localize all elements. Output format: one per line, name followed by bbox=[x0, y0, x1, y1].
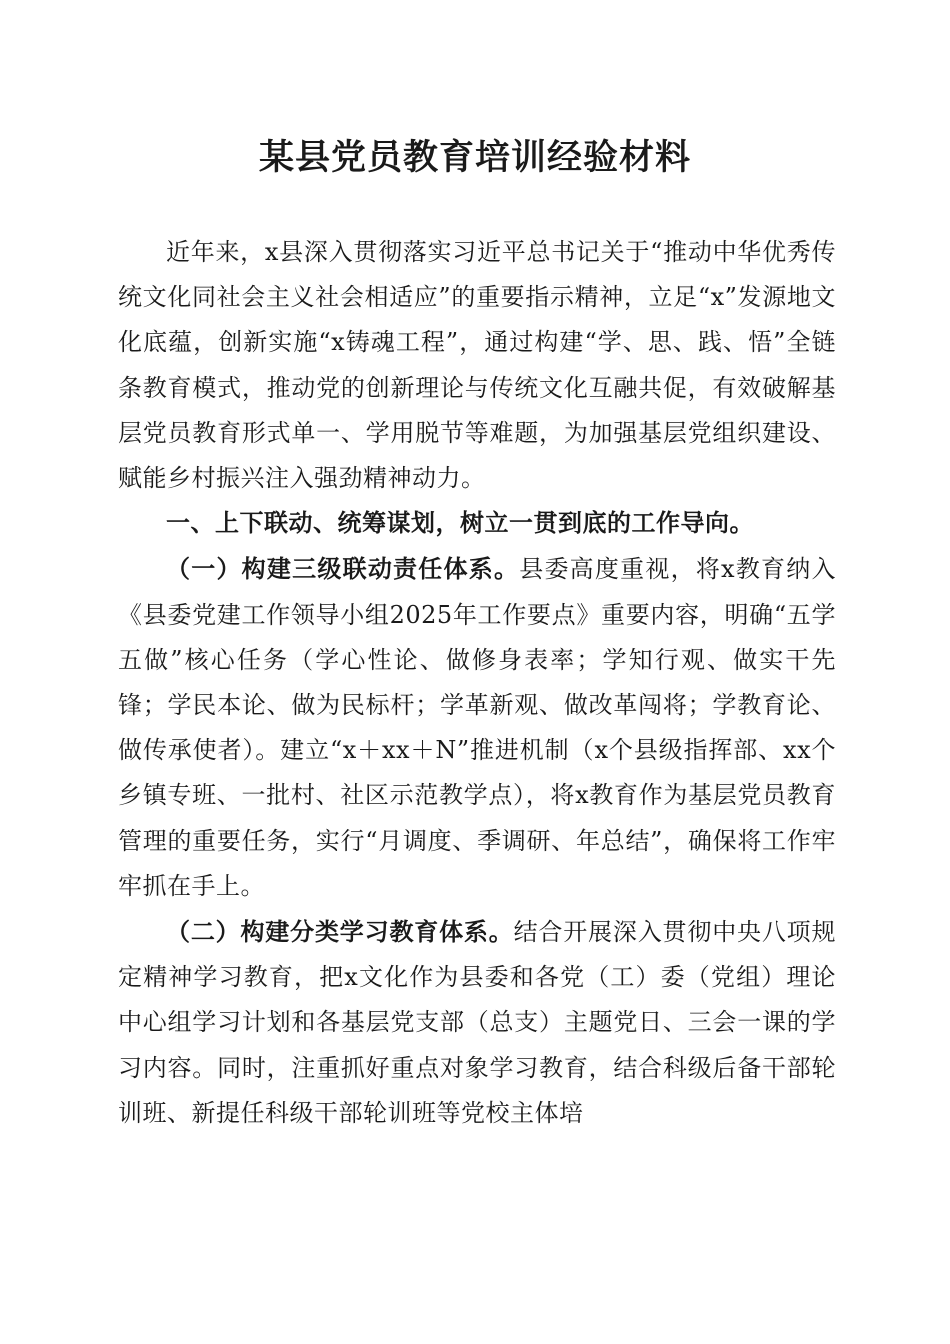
subsection-lead-2: （二）构建分类学习教育体系。 bbox=[166, 917, 514, 947]
subsection-paragraph-2 bbox=[118, 909, 836, 1136]
document-body bbox=[118, 230, 836, 1136]
section-heading: 一、上下联动、统筹谋划，树立一贯到底的工作导向。 bbox=[166, 509, 754, 538]
subsection-lead-1: （一）构建三级联动责任体系。 bbox=[166, 554, 520, 584]
subsection-text-1: 县委高度重视，将x教育纳入《县委党建工作领导小组2025年工作要点》重要内容，明确“五学五做”核心任务（学心性论、做修身表率；学知行观、做实干先锋；学民本论、做为民标杆；学革新观、做改革闯将；学教育论、做传承使者）。建立“x＋xx＋N”推进机制（x个县级指挥部、xx个乡镇专班、一批村、社区示范教学点），将x教育作为基层党员教育管理的重要任务，实行“月调度、季调研、年总结”，确保将工作牢牢抓在手上。 bbox=[118, 555, 837, 900]
subsection-paragraph-1 bbox=[118, 546, 836, 909]
document-title: 某县党员教育培训经验材料 bbox=[258, 137, 691, 178]
intro-paragraph: 近年来，x县深入贯彻落实习近平总书记关于“推动中华优秀传统文化同社会主义社会相适应”的重要指示精神，立足“x”发源地文化底蕴，创新实施“x铸魂工程”，通过构建“学、思、践、悟”全链条教育模式，推动党的创新理论与传统文化互融共促，有效破解基层党员教育形式单一、学用脱节等难题，为加强基层党组织建设、赋能乡村振兴注入强劲精神动力。 bbox=[118, 238, 836, 493]
subsection-text-2: 结合开展深入贯彻中央八项规定精神学习教育，把x文化作为县委和各党（工）委（党组）理论中心组学习计划和各基层党支部（总支）主题党日、三会一课的学习内容。同时，注重抓好重点对象学习教育，结合科级后备干部轮训班、新提任科级干部轮训班等党校主体培 bbox=[118, 918, 837, 1127]
